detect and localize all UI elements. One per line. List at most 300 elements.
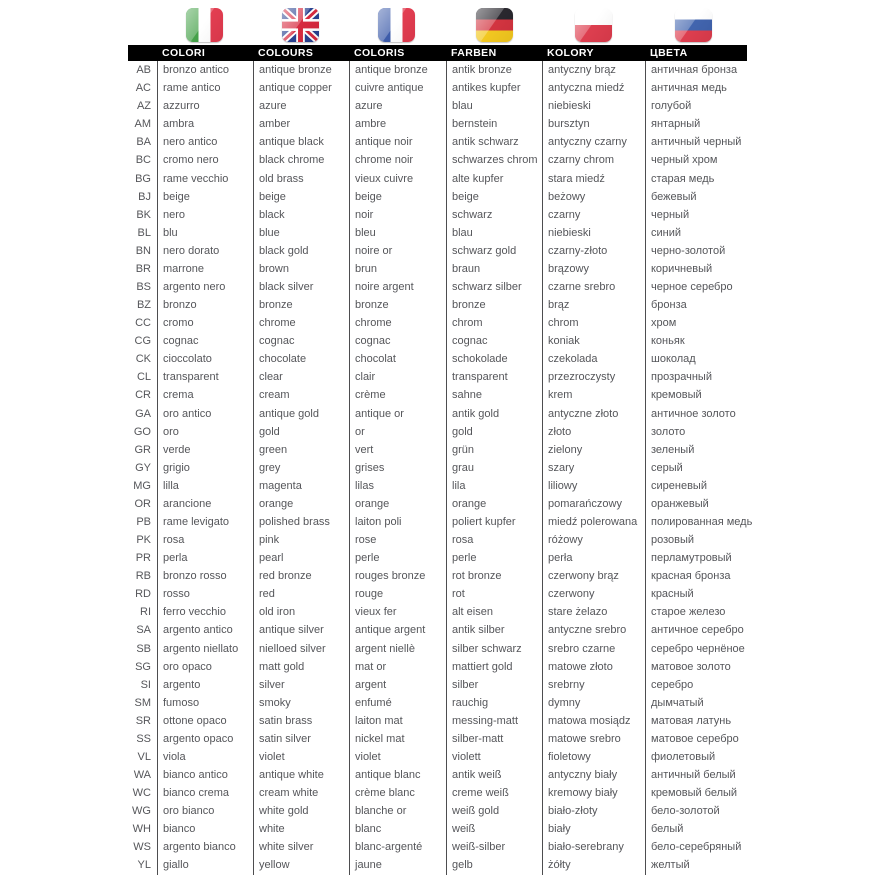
color-code: CC — [135, 317, 151, 330]
color-name-pl: matowa mosiądz — [542, 712, 645, 730]
header-polish: KOLORY — [547, 47, 594, 59]
color-name-en: satin silver — [253, 730, 349, 748]
color-name-fr: enfumé — [349, 694, 446, 712]
color-name-ru: желтый — [645, 856, 828, 874]
color-name-pl: stara miedź — [542, 169, 645, 187]
color-code: BG — [135, 172, 151, 185]
color-name-de: chrom — [446, 314, 542, 332]
color-name-it: nero — [157, 206, 253, 224]
color-name-de: schwarz silber — [446, 278, 542, 296]
color-name-ru: белый — [645, 820, 828, 838]
color-name-ru: зеленый — [645, 441, 828, 459]
color-name-ru: старая медь — [645, 169, 828, 187]
color-name-en: azure — [253, 97, 349, 115]
color-name-de: perle — [446, 549, 542, 567]
color-code: CG — [134, 335, 151, 348]
color-name-fr: chrome noir — [349, 151, 446, 169]
color-code: AC — [135, 82, 151, 95]
color-name-it: cognac — [157, 332, 253, 350]
color-name-fr: antique bronze — [349, 61, 446, 79]
color-code: GY — [135, 461, 151, 474]
color-name-en: antique white — [253, 766, 349, 784]
color-name-ru: античное золото — [645, 404, 828, 422]
color-name-pl: antyczny biały — [542, 766, 645, 784]
color-code: AM — [134, 118, 151, 131]
color-name-fr: rouges bronze — [349, 567, 446, 585]
color-code: BZ — [136, 299, 151, 312]
color-name-ru: красная бронза — [645, 567, 828, 585]
color-name-pl: stare żelazo — [542, 603, 645, 621]
color-name-it: fumoso — [157, 694, 253, 712]
color-name-it: marrone — [157, 260, 253, 278]
color-name-ru: золото — [645, 423, 828, 441]
table-row — [128, 712, 828, 730]
table-row — [128, 423, 828, 441]
color-name-en: antique copper — [253, 79, 349, 97]
russia-flag-icon — [675, 8, 712, 42]
color-name-fr: jaune — [349, 856, 446, 874]
color-name-it: argento antico — [157, 621, 253, 639]
color-name-pl: biało-złoty — [542, 802, 645, 820]
color-name-pl: biało-serebrany — [542, 838, 645, 856]
color-name-ru: матовая латунь — [645, 712, 828, 730]
color-name-ru: серебро чернёное — [645, 640, 828, 658]
color-name-en: black gold — [253, 242, 349, 260]
color-name-pl: złoto — [542, 423, 645, 441]
color-name-en: pearl — [253, 549, 349, 567]
color-name-pl: czarny chrom — [542, 151, 645, 169]
table-row — [128, 169, 828, 187]
color-name-fr: blanche or — [349, 802, 446, 820]
color-code: BJ — [138, 190, 151, 203]
color-name-de: bernstein — [446, 115, 542, 133]
color-name-de: alte kupfer — [446, 169, 542, 187]
table-row — [128, 133, 828, 151]
color-code: BN — [135, 244, 151, 257]
color-name-de: cognac — [446, 332, 542, 350]
color-name-fr: mat or — [349, 658, 446, 676]
color-name-pl: miedź polerowana — [542, 513, 645, 531]
color-table-body — [128, 61, 828, 875]
color-name-en: antique bronze — [253, 61, 349, 79]
color-name-fr: violet — [349, 748, 446, 766]
color-name-fr: vieux cuivre — [349, 169, 446, 187]
color-name-pl: srebrny — [542, 676, 645, 694]
table-row — [128, 224, 828, 242]
table-row — [128, 97, 828, 115]
color-name-pl: antyczne srebro — [542, 621, 645, 639]
color-name-ru: кремовый белый — [645, 784, 828, 802]
color-name-it: argento opaco — [157, 730, 253, 748]
color-name-pl: czarne srebro — [542, 278, 645, 296]
color-name-fr: or — [349, 423, 446, 441]
color-name-it: argento — [157, 676, 253, 694]
color-name-pl: czekolada — [542, 350, 645, 368]
table-row — [128, 260, 828, 278]
color-name-en: old brass — [253, 169, 349, 187]
color-name-pl: zielony — [542, 441, 645, 459]
color-name-pl: antyczny czarny — [542, 133, 645, 151]
color-name-fr: laiton poli — [349, 513, 446, 531]
color-name-de: schwarz gold — [446, 242, 542, 260]
color-code: OR — [134, 497, 151, 510]
color-name-de: transparent — [446, 368, 542, 386]
header-french: COLORIS — [354, 47, 405, 59]
color-name-ru: дымчатый — [645, 694, 828, 712]
color-name-it: oro — [157, 423, 253, 441]
color-name-en: red bronze — [253, 567, 349, 585]
color-code: YL — [137, 859, 151, 872]
color-name-fr: crème — [349, 386, 446, 404]
color-name-ru: серебро — [645, 676, 828, 694]
color-name-it: perla — [157, 549, 253, 567]
color-name-pl: szary — [542, 459, 645, 477]
color-name-fr: laiton mat — [349, 712, 446, 730]
color-name-en: violet — [253, 748, 349, 766]
color-code: BL — [137, 226, 151, 239]
table-row — [128, 567, 828, 585]
color-name-it: argento nero — [157, 278, 253, 296]
color-name-it: bronzo — [157, 296, 253, 314]
color-name-pl: biały — [542, 820, 645, 838]
color-name-pl: matowe złoto — [542, 658, 645, 676]
color-name-it: giallo — [157, 856, 253, 874]
color-name-ru: черный хром — [645, 151, 828, 169]
color-code: RI — [140, 606, 151, 619]
color-name-fr: argent niellè — [349, 640, 446, 658]
color-name-pl: czarny-złoto — [542, 242, 645, 260]
color-name-ru: античный белый — [645, 766, 828, 784]
color-name-it: lilla — [157, 477, 253, 495]
color-name-en: chocolate — [253, 350, 349, 368]
table-row — [128, 368, 828, 386]
color-code: GA — [135, 407, 151, 420]
color-name-en: gold — [253, 423, 349, 441]
color-code: PK — [136, 534, 151, 547]
color-code: AB — [136, 64, 151, 77]
table-row — [128, 332, 828, 350]
color-code: RB — [135, 570, 151, 583]
color-name-fr: vieux fer — [349, 603, 446, 621]
color-name-it: bianco crema — [157, 784, 253, 802]
table-row — [128, 766, 828, 784]
color-code: WC — [132, 787, 151, 800]
color-name-fr: lilas — [349, 477, 446, 495]
color-name-pl: czerwony — [542, 585, 645, 603]
color-code: AZ — [136, 100, 151, 113]
color-name-de: antik weiß — [446, 766, 542, 784]
color-name-ru: кремовый — [645, 386, 828, 404]
color-name-de: weiß — [446, 820, 542, 838]
color-name-it: oro opaco — [157, 658, 253, 676]
table-row — [128, 730, 828, 748]
color-name-de: grau — [446, 459, 542, 477]
color-name-fr: clair — [349, 368, 446, 386]
color-name-fr: bleu — [349, 224, 446, 242]
table-row — [128, 404, 828, 422]
color-name-en: cognac — [253, 332, 349, 350]
color-name-it: argento bianco — [157, 838, 253, 856]
color-code: WG — [132, 805, 151, 818]
color-name-fr: antique blanc — [349, 766, 446, 784]
united-kingdom-flag-icon — [282, 8, 319, 42]
color-code: SI — [140, 678, 151, 691]
color-name-it: bronzo rosso — [157, 567, 253, 585]
color-code: RD — [135, 588, 151, 601]
color-name-fr: argent — [349, 676, 446, 694]
color-name-it: rosso — [157, 585, 253, 603]
color-name-fr: chrome — [349, 314, 446, 332]
color-name-ru: оранжевый — [645, 495, 828, 513]
table-row — [128, 79, 828, 97]
color-code: SS — [136, 732, 151, 745]
color-name-de: creme weiß — [446, 784, 542, 802]
color-name-fr: crème blanc — [349, 784, 446, 802]
color-name-pl: brąz — [542, 296, 645, 314]
color-name-it: viola — [157, 748, 253, 766]
table-row — [128, 748, 828, 766]
france-flag-icon — [378, 8, 415, 42]
color-name-ru: черное серебро — [645, 278, 828, 296]
table-row — [128, 151, 828, 169]
table-row — [128, 856, 828, 874]
color-name-pl: srebro czarne — [542, 640, 645, 658]
table-row — [128, 802, 828, 820]
color-name-it: bianco antico — [157, 766, 253, 784]
color-name-fr: nickel mat — [349, 730, 446, 748]
color-name-en: smoky — [253, 694, 349, 712]
color-name-fr: rouge — [349, 585, 446, 603]
color-code: SM — [134, 696, 151, 709]
color-name-ru: синий — [645, 224, 828, 242]
color-name-it: rame levigato — [157, 513, 253, 531]
color-name-ru: бежевый — [645, 188, 828, 206]
table-row — [128, 838, 828, 856]
color-name-de: silber — [446, 676, 542, 694]
color-code: SR — [135, 714, 151, 727]
color-name-en: white gold — [253, 802, 349, 820]
table-row — [128, 386, 828, 404]
color-name-de: gold — [446, 423, 542, 441]
color-name-fr: antique noir — [349, 133, 446, 151]
color-name-de: sahne — [446, 386, 542, 404]
color-name-de: orange — [446, 495, 542, 513]
color-name-en: grey — [253, 459, 349, 477]
color-name-de: antik gold — [446, 404, 542, 422]
color-name-pl: krem — [542, 386, 645, 404]
color-name-en: antique silver — [253, 621, 349, 639]
color-name-en: cream white — [253, 784, 349, 802]
color-name-en: black silver — [253, 278, 349, 296]
color-name-fr: beige — [349, 188, 446, 206]
color-name-fr: cuivre antique — [349, 79, 446, 97]
color-code: CL — [136, 371, 151, 384]
color-name-ru: шоколад — [645, 350, 828, 368]
color-name-ru: старое железо — [645, 603, 828, 621]
color-name-fr: chocolat — [349, 350, 446, 368]
color-name-en: antique black — [253, 133, 349, 151]
color-name-de: antik silber — [446, 621, 542, 639]
color-name-it: oro bianco — [157, 802, 253, 820]
color-name-pl: kremowy biały — [542, 784, 645, 802]
color-name-en: chrome — [253, 314, 349, 332]
color-name-en: white — [253, 820, 349, 838]
color-name-ru: бело-золотой — [645, 802, 828, 820]
color-name-en: pink — [253, 531, 349, 549]
header-italian: COLORI — [162, 47, 206, 59]
color-name-en: amber — [253, 115, 349, 133]
color-name-ru: голубой — [645, 97, 828, 115]
color-name-it: azzurro — [157, 97, 253, 115]
color-name-fr: bronze — [349, 296, 446, 314]
color-name-pl: antyczna miedź — [542, 79, 645, 97]
color-name-pl: matowe srebro — [542, 730, 645, 748]
table-row — [128, 188, 828, 206]
color-name-fr: azure — [349, 97, 446, 115]
color-code: MG — [133, 479, 151, 492]
color-name-fr: antique argent — [349, 621, 446, 639]
color-name-de: weiß-silber — [446, 838, 542, 856]
color-name-fr: ambre — [349, 115, 446, 133]
color-name-fr: perle — [349, 549, 446, 567]
table-row — [128, 441, 828, 459]
color-name-ru: матовое золото — [645, 658, 828, 676]
color-name-it: rame antico — [157, 79, 253, 97]
table-row — [128, 513, 828, 531]
table-row — [128, 278, 828, 296]
color-name-en: orange — [253, 495, 349, 513]
color-name-en: cream — [253, 386, 349, 404]
table-header-bar — [128, 45, 747, 61]
color-name-pl: brązowy — [542, 260, 645, 278]
table-row — [128, 784, 828, 802]
table-row — [128, 242, 828, 260]
germany-flag-icon — [476, 8, 513, 42]
color-name-de: silber-matt — [446, 730, 542, 748]
color-name-it: nero antico — [157, 133, 253, 151]
color-name-ru: черный — [645, 206, 828, 224]
color-name-de: braun — [446, 260, 542, 278]
color-name-de: weiß gold — [446, 802, 542, 820]
color-name-en: clear — [253, 368, 349, 386]
color-name-en: white silver — [253, 838, 349, 856]
color-name-pl: chrom — [542, 314, 645, 332]
table-row — [128, 621, 828, 639]
table-row — [128, 694, 828, 712]
color-name-ru: античная бронза — [645, 61, 828, 79]
table-row — [128, 676, 828, 694]
table-row — [128, 603, 828, 621]
color-name-de: antik bronze — [446, 61, 542, 79]
color-code: CR — [135, 389, 151, 402]
table-row — [128, 531, 828, 549]
color-code: BA — [136, 136, 151, 149]
color-name-fr: grises — [349, 459, 446, 477]
color-name-de: antik schwarz — [446, 133, 542, 151]
color-name-de: grün — [446, 441, 542, 459]
color-name-it: arancione — [157, 495, 253, 513]
color-name-en: blue — [253, 224, 349, 242]
color-name-en: black chrome — [253, 151, 349, 169]
color-name-pl: liliowy — [542, 477, 645, 495]
color-name-en: matt gold — [253, 658, 349, 676]
header-german: FARBEN — [451, 47, 497, 59]
color-code: SB — [136, 642, 151, 655]
color-name-de: violett — [446, 748, 542, 766]
color-name-de: blau — [446, 97, 542, 115]
color-name-ru: античный черный — [645, 133, 828, 151]
color-name-en: magenta — [253, 477, 349, 495]
table-row — [128, 658, 828, 676]
color-name-de: rot bronze — [446, 567, 542, 585]
color-name-fr: orange — [349, 495, 446, 513]
color-name-ru: хром — [645, 314, 828, 332]
color-name-en: nielloed silver — [253, 640, 349, 658]
color-code: VL — [137, 751, 151, 763]
color-name-it: ottone opaco — [157, 712, 253, 730]
color-name-pl: przezroczysty — [542, 368, 645, 386]
color-name-ru: фиолетовый — [645, 748, 828, 766]
color-name-de: alt eisen — [446, 603, 542, 621]
color-name-ru: бронза — [645, 296, 828, 314]
table-row — [128, 549, 828, 567]
color-name-de: poliert kupfer — [446, 513, 542, 531]
color-name-it: nero dorato — [157, 242, 253, 260]
color-code: PR — [135, 552, 151, 565]
color-name-pl: żółty — [542, 856, 645, 874]
color-code: CK — [135, 353, 151, 366]
color-code: WH — [132, 823, 151, 836]
color-name-de: schwarzes chrom — [446, 151, 542, 169]
color-name-it: grigio — [157, 459, 253, 477]
color-name-pl: antyczny brąz — [542, 61, 645, 79]
color-name-pl: czarny — [542, 206, 645, 224]
color-name-pl: różowy — [542, 531, 645, 549]
color-name-pl: czerwony brąz — [542, 567, 645, 585]
color-name-en: black — [253, 206, 349, 224]
color-code: WA — [133, 769, 151, 782]
color-code: BR — [135, 262, 151, 275]
color-name-it: beige — [157, 188, 253, 206]
color-name-pl: pomarańczowy — [542, 495, 645, 513]
color-name-de: rot — [446, 585, 542, 603]
color-code: BS — [136, 280, 151, 293]
color-name-fr: noir — [349, 206, 446, 224]
color-name-pl: koniak — [542, 332, 645, 350]
color-name-de: gelb — [446, 856, 542, 874]
table-row — [128, 477, 828, 495]
color-name-pl: beżowy — [542, 188, 645, 206]
color-code: GR — [134, 443, 151, 456]
color-name-pl: bursztyn — [542, 115, 645, 133]
table-row — [128, 206, 828, 224]
color-name-pl: perła — [542, 549, 645, 567]
color-name-pl: niebieski — [542, 97, 645, 115]
table-row — [128, 115, 828, 133]
color-name-ru: перламутровый — [645, 549, 828, 567]
color-name-it: argento niellato — [157, 640, 253, 658]
color-name-it: cioccolato — [157, 350, 253, 368]
color-name-de: schokolade — [446, 350, 542, 368]
color-name-en: polished brass — [253, 513, 349, 531]
color-name-it: transparent — [157, 368, 253, 386]
color-name-en: beige — [253, 188, 349, 206]
color-name-it: crema — [157, 386, 253, 404]
header-english: COLOURS — [258, 47, 314, 59]
color-name-en: brown — [253, 260, 349, 278]
color-code: BK — [136, 208, 151, 221]
color-name-de: schwarz — [446, 206, 542, 224]
